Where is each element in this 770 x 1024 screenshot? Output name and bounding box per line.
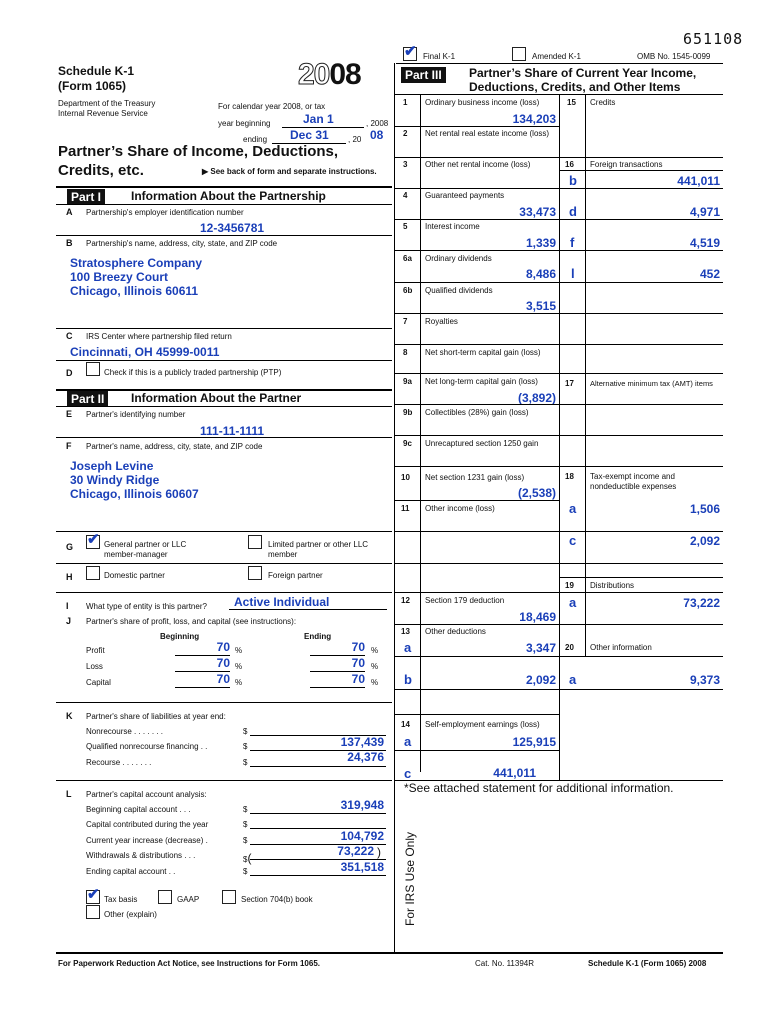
line-12-label: Section 179 deduction	[425, 596, 505, 605]
line-4-num: 4	[403, 191, 408, 200]
line-7-label: Royalties	[425, 317, 458, 326]
line-20a-code: a	[569, 672, 577, 687]
line-1-label: Ordinary business income (loss)	[425, 98, 540, 107]
line-16b-value[interactable]: 441,011	[677, 174, 720, 188]
line-8-rule	[394, 373, 723, 374]
line-16l-value[interactable]: 452	[699, 267, 720, 281]
line-16l-rule	[559, 282, 723, 283]
ending-header: Ending	[304, 632, 332, 641]
left-right-divider	[394, 63, 395, 952]
line-k-rule	[56, 780, 392, 781]
loss-label: Loss	[86, 662, 103, 671]
line-18c-rule	[394, 563, 723, 564]
line-9a-rule	[394, 404, 559, 405]
line-e-label: Partner's identifying number	[86, 410, 186, 419]
line-9a-value[interactable]: (3,892)	[517, 391, 556, 405]
line-i-letter: I	[66, 601, 69, 611]
partner-city[interactable]: Chicago, Illinois 60607	[70, 487, 199, 501]
line-g-letter: G	[66, 542, 74, 552]
withdrawals-text: Withdrawals & distributions	[86, 851, 183, 860]
line-5-value[interactable]: 1,339	[525, 236, 556, 250]
foreign-partner-label: Foreign partner	[268, 571, 323, 580]
line-12-value[interactable]: 18,469	[519, 610, 556, 624]
begin-capital-label: Beginning capital account . . .	[86, 805, 191, 814]
line-5-rule	[394, 250, 559, 251]
line-17-row-rule-2	[559, 435, 723, 436]
line-12-rule	[394, 624, 559, 625]
line-6a-num: 6a	[403, 254, 412, 263]
limited-partner-label-2: member	[268, 550, 298, 559]
final-k1-label: Final K-1	[423, 52, 456, 61]
line-a-label: Partnership's employer identification number	[86, 208, 244, 217]
line-4-rule	[394, 219, 559, 220]
part3-tag: Part III	[401, 67, 446, 83]
line-7-rule	[394, 344, 559, 345]
line-9b-label: Collectibles (28%) gain (loss)	[425, 408, 529, 417]
partnership-address[interactable]: 100 Breezy Court	[70, 270, 169, 284]
line-16b-code: b	[569, 173, 577, 188]
line-c-rule	[56, 360, 392, 361]
attached-statement-note: *See attached statement for additional information.	[404, 781, 674, 795]
domestic-partner-label: Domestic partner	[104, 571, 165, 580]
ending-label: ending	[243, 135, 268, 144]
form-number: (Form 1065)	[58, 79, 127, 93]
line-18-label-1: Tax-exempt income and	[590, 472, 675, 481]
line-e-rule	[56, 437, 392, 438]
capital-end-line	[310, 687, 365, 688]
line-16-num: 16	[565, 160, 574, 169]
line-9b-num: 9b	[403, 408, 413, 417]
qualified-dollar: $	[243, 742, 248, 751]
line-b-letter: B	[66, 238, 73, 248]
amended-k1-label: Amended K-1	[532, 52, 581, 61]
ending-value[interactable]: Dec 31	[290, 128, 329, 142]
capital-begin-line	[175, 687, 230, 688]
entity-type-value[interactable]: Active Individual	[234, 595, 330, 609]
part3-title-line1: Partner’s Share of Current Year Income,	[469, 66, 697, 80]
irs-use-only: For IRS Use Only	[403, 831, 417, 927]
line-11-label: Other income (loss)	[425, 504, 495, 513]
line-g-rule	[56, 563, 392, 564]
line-11-num: 11	[401, 504, 410, 513]
contributed-dollar: $	[243, 820, 248, 829]
line-10-label: Net section 1231 gain (loss)	[425, 473, 525, 482]
ending-20-label: , 20	[348, 135, 362, 144]
line-14c-code: c	[404, 766, 412, 781]
line-9c-label: Unrecaptured section 1250 gain	[425, 439, 539, 448]
part3-title-line2: Deductions, Credits, and Other Items	[469, 80, 681, 94]
line-13b-rule	[394, 689, 559, 690]
line-a-letter: A	[66, 207, 73, 217]
line-l-letter: L	[66, 789, 72, 799]
partner-name[interactable]: Joseph Levine	[70, 459, 154, 473]
line-5-num: 5	[403, 222, 408, 231]
line-j-letter: J	[66, 616, 72, 626]
ending-capital-value[interactable]: 351,518	[340, 860, 384, 874]
domestic-partner-checkbox[interactable]	[86, 566, 100, 580]
year-beginning-label: year beginning	[218, 119, 271, 128]
part3-title-rule	[394, 94, 723, 95]
ending-capital-dollar: $	[243, 867, 248, 876]
line-8-num: 8	[403, 348, 408, 357]
line-9b-rule	[394, 435, 559, 436]
line-11-rule	[394, 592, 723, 593]
line-6a-rule	[394, 282, 559, 283]
line-18a-rule	[394, 531, 723, 532]
line-6b-label: Qualified dividends	[425, 286, 493, 295]
center-column-divider	[559, 94, 560, 780]
line-b-label: Partnership's name, address, city, state, and ZIP code	[86, 239, 278, 248]
line-6a-value[interactable]: 8,486	[525, 267, 556, 281]
ptp-checkbox[interactable]	[86, 362, 100, 376]
qualified-value[interactable]: 137,439	[340, 735, 384, 749]
loss-end-pct: %	[371, 662, 379, 671]
catalog-number: Cat. No. 11394R	[475, 959, 534, 968]
begin-capital-dollar: $	[243, 805, 248, 814]
line-10-num: 10	[401, 473, 410, 482]
qualified-label: Qualified nonrecourse financing . .	[86, 742, 208, 751]
recourse-line	[250, 766, 386, 767]
line-13a-code: a	[404, 640, 412, 655]
line-f-label: Partner's name, address, city, state, and ZIP code	[86, 442, 263, 451]
line-16-row-rule-1	[559, 313, 723, 314]
capital-end-value[interactable]: 70	[351, 672, 365, 686]
line-19-num: 19	[565, 581, 574, 590]
line-18-end-rule	[559, 577, 723, 578]
line-14a-code: a	[404, 734, 412, 749]
line-16f-rule	[559, 250, 723, 251]
line-6b-num: 6b	[403, 286, 413, 295]
line-b-rule	[56, 328, 392, 329]
line-10-value[interactable]: (2,538)	[517, 486, 556, 500]
profit-begin-value[interactable]: 70	[216, 640, 230, 654]
begin-capital-value[interactable]: 319,948	[340, 798, 384, 812]
line-16d-value[interactable]: 4,971	[689, 205, 720, 219]
recourse-text: Recourse	[86, 758, 121, 767]
department: Department of the Treasury	[58, 99, 156, 108]
line-19-label: Distributions	[590, 581, 635, 590]
line-18a-code: a	[569, 501, 577, 516]
qualified-text: Qualified nonrecourse financing	[86, 742, 199, 751]
general-partner-check-icon: ✔	[87, 531, 100, 548]
part1-top-rule	[56, 186, 392, 188]
line-16-row-rule-2	[559, 344, 723, 345]
other-explain-label: Other (explain)	[104, 910, 157, 919]
recourse-label: Recourse . . . . . . .	[86, 758, 152, 767]
line-j-rule	[56, 702, 392, 703]
line-13b-value[interactable]: 2,092	[525, 673, 556, 687]
tax-basis-check-icon: ✔	[87, 886, 100, 903]
line-18a-value[interactable]: 1,506	[689, 502, 720, 516]
contributed-label: Capital contributed during the year	[86, 820, 209, 829]
nonrecourse-dollar: $	[243, 727, 248, 736]
line-7-num: 7	[403, 317, 408, 326]
line-20-label: Other information	[590, 643, 652, 652]
part2-tag: Part II	[67, 391, 108, 407]
line-14-label: Self-employment earnings (loss)	[425, 720, 540, 729]
line-k-label: Partner's share of liabilities at year end:	[86, 712, 226, 721]
line-9a-label: Net long-term capital gain (loss)	[425, 377, 538, 386]
line-15-label: Credits	[590, 98, 616, 107]
schedule-title: Schedule K-1	[58, 64, 135, 78]
recourse-value[interactable]: 24,376	[347, 750, 384, 764]
line-13-num: 13	[401, 627, 410, 636]
capital-begin-pct: %	[235, 678, 243, 687]
line-17-label: Alternative minimum tax (AMT) items	[590, 379, 713, 388]
line-4-label: Guaranteed payments	[425, 191, 505, 200]
line-16d-code: d	[569, 204, 577, 219]
loss-begin-pct: %	[235, 662, 243, 671]
final-k1-check-icon: ✔	[404, 43, 417, 60]
line-17-num: 17	[565, 379, 574, 388]
tax-year	[298, 58, 361, 92]
withdrawals-dollar: $(	[243, 851, 252, 865]
year-prefix: 20	[298, 58, 330, 91]
increase-label: Current year increase (decrease) .	[86, 836, 208, 845]
increase-dollar: $	[243, 836, 248, 845]
profit-label: Profit	[86, 646, 105, 655]
withdrawals-value[interactable]: 73,222	[337, 844, 374, 858]
beginning-header: Beginning	[160, 632, 200, 641]
line-c-letter: C	[66, 331, 73, 341]
begin-capital-line	[250, 813, 386, 814]
line-13-end-rule	[394, 714, 559, 715]
ending-year-value[interactable]: 08	[370, 128, 384, 142]
line-10-rule	[394, 500, 559, 501]
capital-begin-value[interactable]: 70	[216, 672, 230, 686]
line-12-num: 12	[401, 596, 410, 605]
part2-title-rule	[56, 406, 392, 407]
limited-partner-checkbox[interactable]	[248, 535, 262, 549]
line-3-rule	[394, 188, 559, 189]
line-17-row-rule-1	[559, 404, 723, 405]
ptp-label: Check if this is a publicly traded partnership (PTP)	[104, 368, 282, 377]
calendar-year-text: For calendar year 2008, or tax	[218, 102, 326, 111]
line-13b-code: b	[404, 672, 412, 687]
loss-end-value[interactable]: 70	[351, 656, 365, 670]
withdrawals-label: Withdrawals & distributions . . .	[86, 851, 196, 860]
gaap-checkbox[interactable]	[158, 890, 172, 904]
capital-end-pct: %	[371, 678, 379, 687]
amended-k1-checkbox[interactable]	[512, 47, 526, 61]
line-9c-num: 9c	[403, 439, 412, 448]
line-a-rule	[56, 235, 392, 236]
line-k-letter: K	[66, 711, 73, 721]
form-code: 651108	[683, 30, 744, 48]
line-6a-label: Ordinary dividends	[425, 254, 492, 263]
profit-end-pct: %	[371, 646, 379, 655]
year-beginning-value[interactable]: Jan 1	[303, 112, 334, 126]
line-16b-rule	[559, 188, 723, 189]
line-20a-value[interactable]: 9,373	[689, 673, 720, 687]
part2-title: Information About the Partner	[131, 391, 302, 405]
line-f-letter: F	[66, 441, 72, 451]
line-19a-code: a	[569, 595, 577, 610]
line-13a-rule	[394, 656, 723, 657]
line-14-num: 14	[401, 720, 410, 729]
line-19a-value[interactable]: 73,222	[683, 596, 720, 610]
line-13-label: Other deductions	[425, 627, 486, 636]
part1-tag: Part I	[67, 189, 105, 205]
partner-address[interactable]: 30 Windy Ridge	[70, 473, 160, 487]
header-rule	[396, 63, 723, 64]
see-back-note: ▶ See back of form and separate instructions.	[202, 167, 377, 176]
line-14a-rule	[394, 750, 559, 751]
form-identifier: Schedule K-1 (Form 1065) 2008	[588, 959, 707, 968]
entity-type-line	[229, 609, 387, 610]
tax-basis-label: Tax basis	[104, 895, 138, 904]
other-explain-checkbox[interactable]	[86, 905, 100, 919]
year-suffix: 08	[329, 58, 361, 91]
line-i-label: What type of entity is this partner?	[86, 602, 207, 611]
line-20-num: 20	[565, 643, 574, 652]
loss-begin-value[interactable]: 70	[216, 656, 230, 670]
partnership-name[interactable]: Stratosphere Company	[70, 256, 203, 270]
line-16l-code: l	[571, 266, 575, 281]
general-partner-label-2: member-manager	[104, 550, 168, 559]
ending-capital-label: Ending capital account . .	[86, 867, 176, 876]
profit-end-value[interactable]: 70	[351, 640, 365, 654]
line-16-label: Foreign transactions	[590, 160, 663, 169]
recourse-dollar: $	[243, 758, 248, 767]
capital-label: Capital	[86, 678, 111, 687]
line-18-num: 18	[565, 472, 574, 481]
line-3-label: Other net rental income (loss)	[425, 160, 531, 169]
section-704-checkbox[interactable]	[222, 890, 236, 904]
line-16d-rule	[559, 219, 723, 220]
line-2-label: Net rental real estate income (loss)	[425, 129, 550, 138]
nonrecourse-text: Nonrecourse	[86, 727, 132, 736]
line-14a-value[interactable]: 125,915	[512, 735, 556, 749]
line-f-rule	[56, 531, 392, 532]
line-6b-value[interactable]: 3,515	[525, 299, 556, 313]
line-2-num: 2	[403, 129, 408, 138]
line-16f-value[interactable]: 4,519	[689, 236, 720, 250]
line-16f-code: f	[570, 235, 575, 250]
nonrecourse-label: Nonrecourse . . . . . . .	[86, 727, 163, 736]
profit-begin-pct: %	[235, 646, 243, 655]
line-3-num: 3	[403, 160, 408, 169]
omb-number: OMB No. 1545-0099	[637, 52, 711, 61]
line-l-label: Partner's capital account analysis:	[86, 790, 207, 799]
line-j-label: Partner's share of profit, loss, and capital (see instructions):	[86, 617, 297, 626]
general-partner-label: General partner or LLC	[104, 540, 187, 549]
line-15-num: 15	[567, 98, 576, 107]
ending-capital-line	[250, 875, 386, 876]
line-1-rule	[394, 126, 559, 127]
line-e-letter: E	[66, 409, 73, 419]
part1-title: Information About the Partnership	[131, 189, 326, 203]
main-title-line1: Partner’s Share of Income, Deductions,	[58, 143, 339, 160]
begin-capital-text: Beginning capital account	[86, 805, 178, 814]
irs-center[interactable]: Cincinnati, OH 45999-0011	[70, 345, 220, 359]
line-14c-value[interactable]: 441,011	[493, 766, 536, 780]
line-9a-num: 9a	[403, 377, 412, 386]
line-4-value[interactable]: 33,473	[519, 205, 556, 219]
limited-partner-label: Limited partner or other LLC	[268, 540, 369, 549]
part1-title-rule	[56, 204, 392, 205]
partner-id[interactable]: 111-11-1111	[200, 424, 265, 438]
year-2008-label: , 2008	[366, 119, 389, 128]
line-19a-rule	[559, 624, 723, 625]
increase-value[interactable]: 104,792	[340, 829, 384, 843]
line-20a-rule	[559, 689, 723, 690]
line-5-label: Interest income	[425, 222, 480, 231]
withdrawals-close-paren: )	[377, 845, 381, 859]
line-c-label: IRS Center where partnership filed return	[86, 332, 232, 341]
partnership-city[interactable]: Chicago, Illinois 60611	[70, 284, 199, 298]
line-18c-code: c	[569, 533, 577, 548]
line-2-rule	[394, 157, 723, 158]
line-d-letter: D	[66, 368, 73, 378]
foreign-partner-checkbox[interactable]	[248, 566, 262, 580]
label-column-divider	[420, 94, 421, 772]
withdrawals-dollar-sign: $	[243, 855, 248, 864]
footer-rule	[56, 952, 723, 954]
line-9c-rule	[394, 466, 723, 467]
increase-text: Current year increase (decrease)	[86, 836, 204, 845]
line-2-value[interactable]: 134,203	[512, 112, 556, 126]
ending-capital-text: Ending capital account	[86, 867, 167, 876]
gaap-label: GAAP	[177, 895, 200, 904]
line-h-rule	[56, 592, 392, 593]
line-18-label-2: nondeductible expenses	[590, 482, 677, 491]
line-h-letter: H	[66, 572, 73, 582]
paperwork-notice: For Paperwork Reduction Act Notice, see Instructions for Form 1065.	[58, 959, 320, 968]
right-label-divider	[585, 94, 586, 656]
line-1-num: 1	[403, 98, 408, 107]
line-16-label-rule	[559, 170, 723, 171]
line-6b-rule	[394, 313, 559, 314]
line-8-label: Net short-term capital gain (loss)	[425, 348, 541, 357]
section-704-label: Section 704(b) book	[241, 895, 313, 904]
partnership-ein[interactable]: 12-3456781	[200, 221, 265, 235]
line-13a-value[interactable]: 3,347	[525, 641, 556, 655]
irs-name: Internal Revenue Service	[58, 109, 148, 118]
main-title-line2: Credits, etc.	[58, 162, 144, 179]
line-18c-value[interactable]: 2,092	[689, 534, 720, 548]
